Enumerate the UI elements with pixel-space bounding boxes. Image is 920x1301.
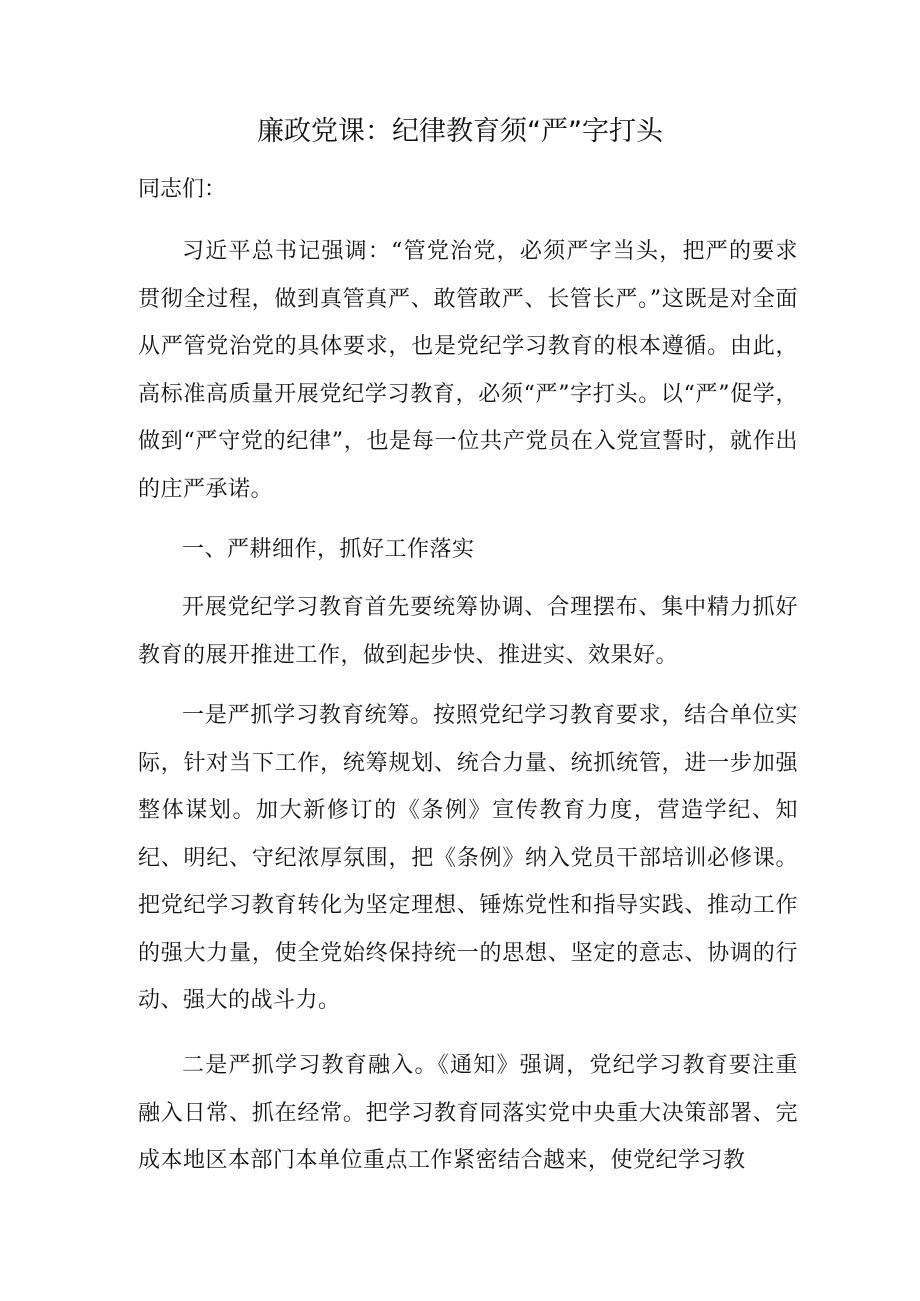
paragraph-point-2: 二是严抓学习教育融入。《通知》强调，党纪学习教育要注重融入日常、抓在经常。把学习教育同落实党中央重大决策部署、完成本地区本部门本单位重点工作紧密结合越来，使党纪学习教 — [138, 1053, 798, 1173]
paragraph-point-1: 一是严抓学习教育统筹。按照党纪学习教育要求，结合单位实际，针对当下工作，统筹规划、统合力量、统抓统管，进一步加强整体谋划。加大新修订的《条例》宣传教育力度，营造学纪、知纪、明纪、守纪浓厚氛围，把《条例》纳入党员干部培训必修课。把党纪学习教育转化为坚定理想、锤炼党性和指导实践、推动工作的强大力量，使全党始终保持统一的思想、坚定的意志、协调的行动、强大的战斗力。 — [138, 703, 798, 1013]
paragraph-intro: 习近平总书记强调：“管党治党，必须严字当头，把严的要求贯彻全过程，做到真管真严、敢管敢严、长管长严。”这既是对全面从严管党治党的具体要求，也是党纪学习教育的根本遵循。由此，高标准高质量开展党纪学习教育，必须“严”字打头。以“严”促学，做到“严守党的纪律”，也是每一位共产党员在入党宣誓时，就作出的庄严承诺。 — [138, 239, 798, 502]
paragraph-section1-intro: 开展党纪学习教育首先要统筹协调、合理摆布、集中精力抓好教育的展开推进工作，做到起步快、推进实、效果好。 — [138, 595, 798, 668]
salutation: 同志们： — [138, 177, 227, 202]
section-heading-1: 一、严耕细作，抓好工作落实 — [182, 537, 475, 562]
document-title: 廉政党课：纪律教育须“严”字打头 — [257, 116, 663, 147]
